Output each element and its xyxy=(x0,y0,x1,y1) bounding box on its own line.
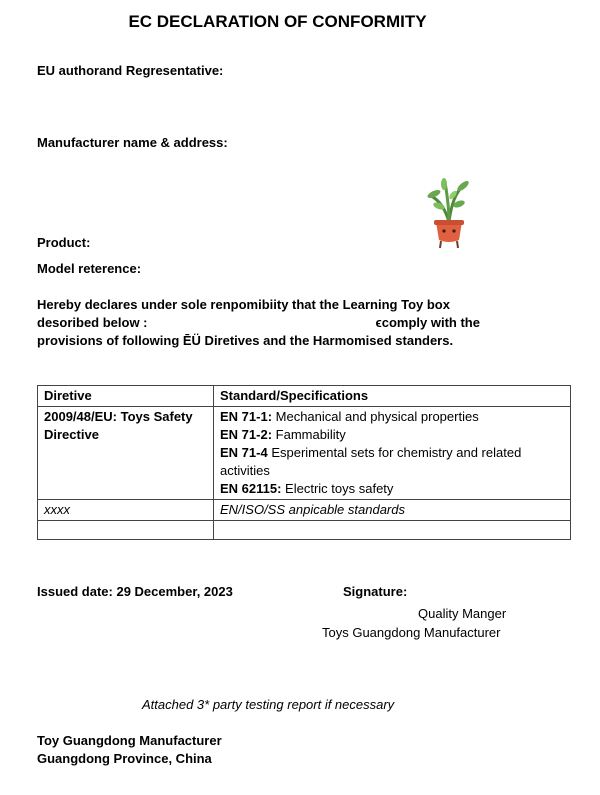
declaration-line-2-start: desoribed below : xyxy=(37,315,148,330)
standards-table xyxy=(37,385,571,540)
table-header-row xyxy=(38,386,571,407)
footer-company: Toy Guangdong Manufacturer xyxy=(37,733,222,748)
document-title: EC DECLARATION OF CONFORMITY xyxy=(128,12,427,31)
header-directive: Diretive xyxy=(38,386,214,407)
attachment-note: Attached 3* party testing report if necessary xyxy=(142,697,395,712)
standard-item xyxy=(220,426,564,444)
declaration-line-1: Hereby declares under sole renpomibiity that the Learning Toy box xyxy=(37,297,450,312)
directive-cell: xxxx xyxy=(38,500,214,521)
signature-role: Quality Manger xyxy=(418,606,507,621)
pot-icon xyxy=(434,220,464,248)
empty-cell xyxy=(214,521,571,540)
standard-desc: Fammability xyxy=(272,427,346,442)
standard-desc: Electric toys safety xyxy=(281,481,394,496)
standard-code: EN 62115: xyxy=(220,481,282,496)
declaration-line-2-end: ϵcomply with the xyxy=(375,315,480,330)
signature-company: Toys Guangdong Manufacturer xyxy=(322,625,501,640)
header-standards: Standard/Specifications xyxy=(214,386,571,407)
standards-cell: EN/ISO/SS anpicable standards xyxy=(214,500,571,521)
standard-code: EN 71-4 xyxy=(220,445,268,460)
standard-code: EN 71-2: xyxy=(220,427,273,442)
empty-cell xyxy=(38,521,214,540)
model-label: Model reterence: xyxy=(37,261,142,276)
standard-item xyxy=(220,408,564,426)
eu-representative-label: EU authorand Regresentative: xyxy=(37,63,224,78)
product-label: Product: xyxy=(37,235,91,250)
standards-cell xyxy=(214,407,571,500)
standard-code: EN 71-1: xyxy=(220,409,273,424)
standard-desc: Mechanical and physical properties xyxy=(272,409,479,424)
issued-date: Issued date: 29 December, 2023 xyxy=(37,584,233,599)
declaration-line-2 xyxy=(37,314,537,332)
declaration-paragraph xyxy=(37,296,537,350)
table-row-empty xyxy=(38,521,571,540)
manufacturer-label: Manufacturer name & address: xyxy=(37,135,228,150)
signature-label: Signature: xyxy=(343,584,408,599)
table-row xyxy=(38,407,571,500)
footer-location: Guangdong Province, China xyxy=(37,751,212,766)
plant-pot-image xyxy=(425,178,473,250)
standard-item xyxy=(220,444,564,480)
standard-desc: Esperimental sets for chemistry and related activities xyxy=(220,445,522,478)
plant-leaves xyxy=(426,178,470,222)
directive-cell: 2009/48/EU: Toys Safety Directive xyxy=(38,407,214,500)
table-row xyxy=(38,500,571,521)
declaration-line-3: provisions of following ĒÜ Diretives and the Harmomised standers. xyxy=(37,333,454,348)
standard-item xyxy=(220,480,564,498)
